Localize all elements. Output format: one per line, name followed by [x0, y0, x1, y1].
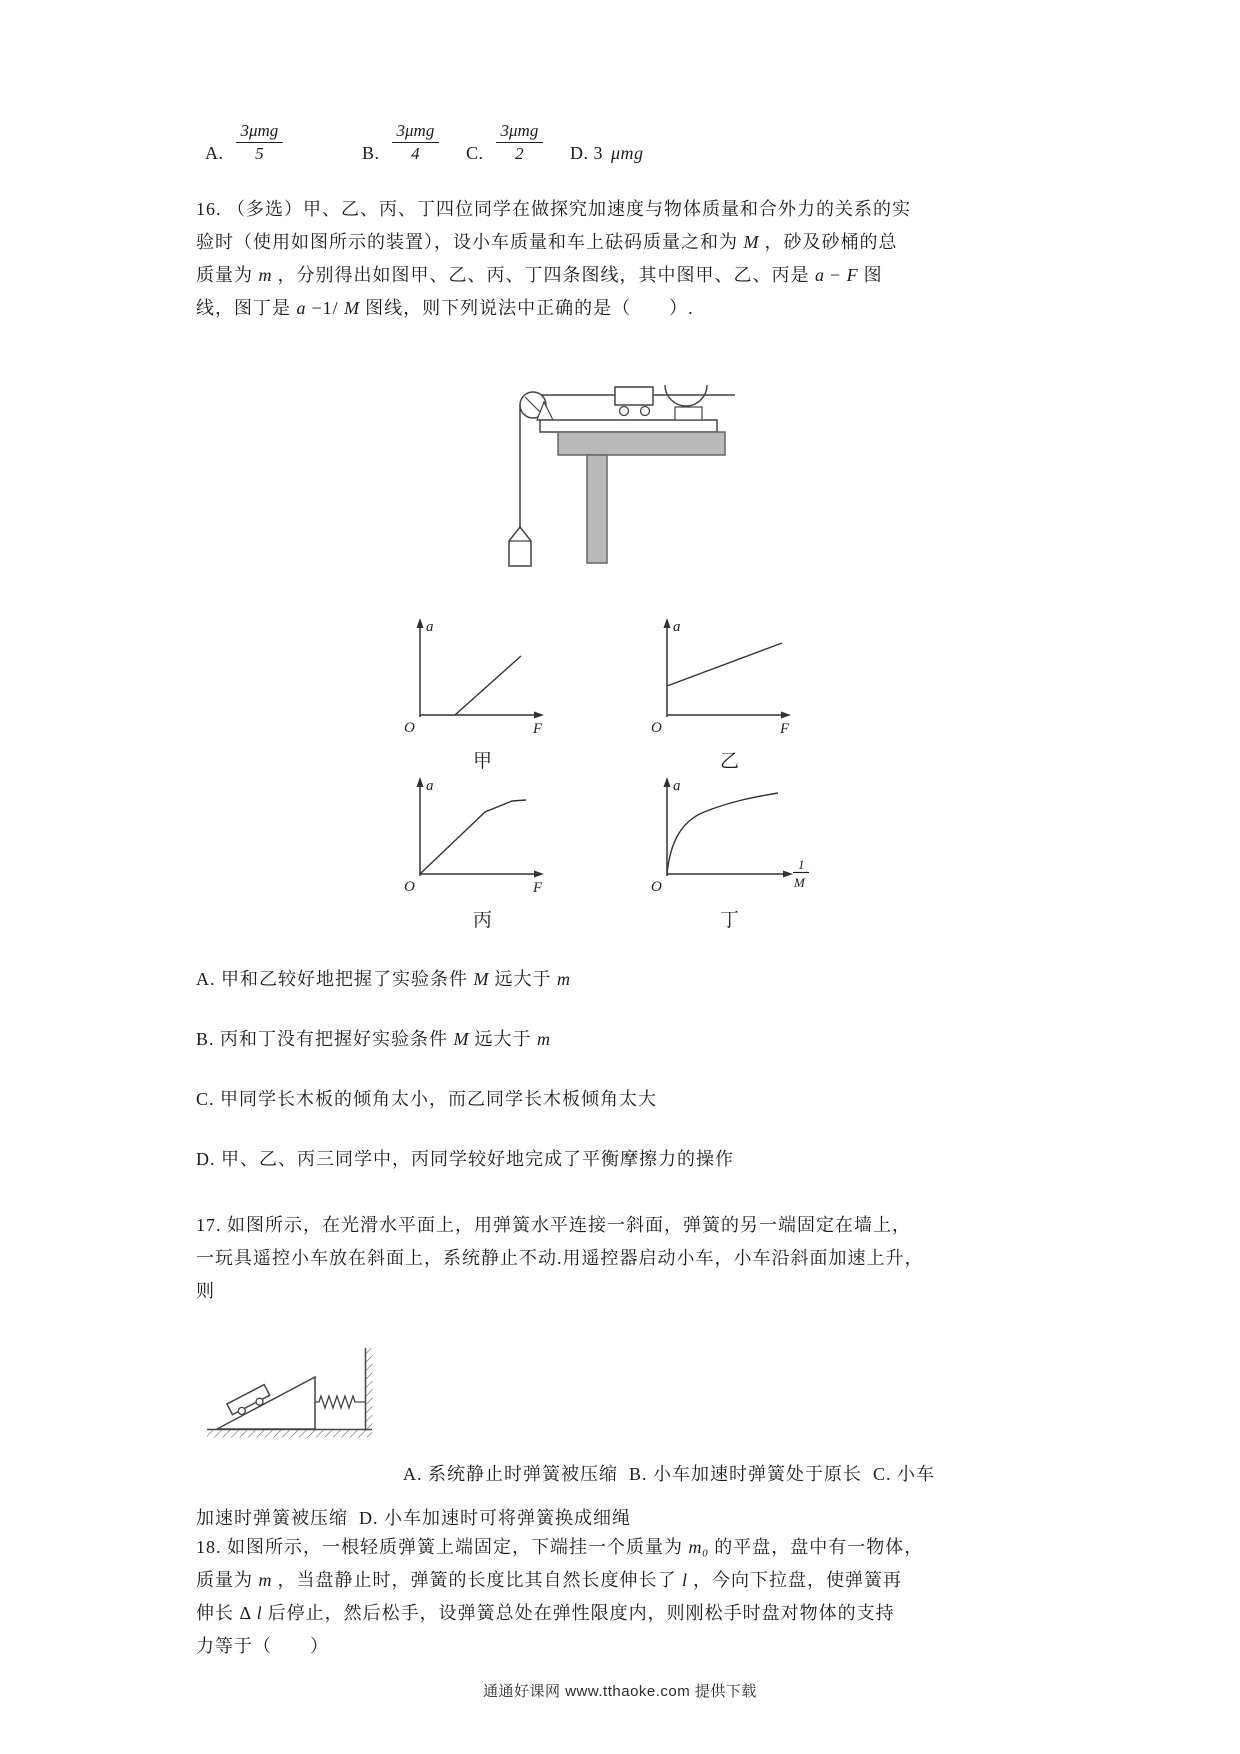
origin-label: O	[404, 879, 415, 895]
graph-ding-plot	[642, 774, 837, 904]
q16-options	[196, 963, 734, 1203]
q16-stem-line-3: 质量为 m ，分别得出如图甲、乙、丙、丁四条图线，其中图甲、乙、丙是 a − F 图	[196, 265, 883, 285]
y-axis-arrow	[417, 618, 424, 628]
q17-stem-line-3: 则	[196, 1281, 215, 1301]
q17-options-d: 加速时弹簧被压缩 D. 小车加速时可将弹簧换成细绳	[196, 1508, 631, 1528]
data-line	[455, 656, 521, 715]
graph-bing-plot	[395, 774, 590, 904]
q18-stem-line-3: 伸长 Δ l 后停止，然后松手，设弹簧总处在弹性限度内，则刚松手时盘对物体的支持	[196, 1603, 895, 1623]
ground-hatching	[207, 1430, 372, 1438]
q16-stem	[196, 193, 911, 325]
graph-yi-caption: 乙	[719, 751, 739, 772]
data-line	[420, 800, 526, 874]
bowl-block	[675, 407, 702, 420]
table-leg	[587, 455, 607, 563]
hanging-bucket	[509, 527, 531, 566]
cart-wheel	[620, 407, 629, 416]
fraction-denominator: 4	[411, 144, 420, 163]
fraction-numerator: 3μmg	[236, 120, 284, 143]
graph-jia-plot	[395, 615, 590, 745]
q15-option-d	[570, 142, 644, 164]
cart-wheel	[641, 407, 650, 416]
fraction	[392, 120, 440, 164]
y-axis-arrow	[417, 777, 424, 787]
q15-option-b	[362, 120, 439, 164]
x-axis-arrow	[534, 712, 544, 719]
data-line	[667, 643, 782, 686]
q18-stem-line-4: 力等于（ ）	[196, 1636, 329, 1656]
q16-option-c: C. 甲同学长木板的倾角太小，而乙同学长木板倾角太大	[196, 1089, 658, 1109]
experiment-apparatus-figure	[503, 375, 748, 575]
fraction-numerator: 3μmg	[392, 120, 440, 143]
q15-option-a	[205, 120, 283, 164]
fraction-numerator: 3μmg	[496, 120, 544, 143]
graph-bing	[395, 774, 590, 933]
option-label: B.	[362, 143, 380, 163]
y-axis-label: a	[426, 778, 434, 794]
fraction-denominator: 2	[515, 144, 524, 163]
graph-ding-caption: 丁	[719, 910, 739, 931]
incline-figure	[195, 1346, 380, 1441]
q16-option-a: A. 甲和乙较好地把握了实验条件 M 远大于 m	[196, 969, 571, 989]
option-label: A.	[205, 143, 224, 163]
y-axis-label: a	[673, 778, 681, 794]
data-curve	[667, 793, 778, 874]
q16-stem-line-4: 线，图丁是 a −1/ M 图线，则下列说法中正确的是（ ）.	[196, 298, 694, 318]
q16-option-b: B. 丙和丁没有把握好实验条件 M 远大于 m	[196, 1029, 551, 1049]
table-top	[558, 432, 725, 455]
origin-label: O	[651, 879, 662, 895]
q18-stem-line-2: 质量为 m ，当盘静止时，弹簧的长度比其自然长度伸长了 l ，今向下拉盘，使弹簧再	[196, 1570, 903, 1590]
graph-jia	[395, 615, 590, 774]
x-axis-fraction-numerator: 1	[798, 857, 805, 872]
x-axis-label: F	[533, 880, 543, 896]
y-axis-label: a	[426, 619, 434, 635]
q17-stem	[196, 1209, 924, 1308]
x-axis-fraction-denominator: M	[794, 875, 805, 890]
graph-jia-caption: 甲	[472, 751, 492, 772]
y-axis-arrow	[664, 618, 671, 628]
q17-stem-line-2: 一玩具遥控小车放在斜面上，系统静止不动.用遥控器启动小车，小车沿斜面加速上升，	[196, 1248, 924, 1268]
q16-stem-line-2: 验时（使用如图所示的装置），设小车质量和车上砝码质量之和为 M ，砂及砂桶的总	[196, 232, 898, 252]
origin-label: O	[404, 720, 415, 736]
q17-stem-line-1: 17. 如图所示，在光滑水平面上，用弹簧水平连接一斜面，弹簧的另一端固定在墙上，	[196, 1215, 911, 1235]
graph-yi-plot	[642, 615, 837, 745]
q16-option-d: D. 甲、乙、丙三同学中，丙同学较好地完成了平衡摩擦力的操作	[196, 1149, 734, 1169]
q15-option-c	[466, 120, 543, 164]
q17-options-abc: A. 系统静止时弹簧被压缩 B. 小车加速时弹簧处于原长 C. 小车	[403, 1464, 936, 1484]
q17-options-line-1	[403, 1458, 935, 1491]
x-axis-arrow	[534, 871, 544, 878]
option-label: D. 3	[570, 143, 603, 163]
q18-stem	[196, 1531, 923, 1663]
graph-ding	[642, 774, 837, 933]
fraction-denominator: 5	[255, 144, 264, 163]
q18-stem-line-1: 18. 如图所示，一根轻质弹簧上端固定，下端挂一个质量为 m₀ 的平盘，盘中有一物体，	[196, 1537, 924, 1557]
origin-label: O	[651, 720, 662, 736]
fraction	[496, 120, 544, 164]
plank	[540, 420, 717, 432]
spring	[315, 1396, 365, 1408]
wall-hatching	[366, 1348, 373, 1429]
option-d-variable: μmg	[611, 143, 644, 163]
x-axis-label: F	[533, 721, 543, 737]
y-axis-label: a	[673, 619, 681, 635]
cart-body	[615, 387, 653, 405]
graph-bing-caption: 丙	[472, 910, 492, 931]
y-axis-arrow	[664, 777, 671, 787]
option-label: C.	[466, 143, 484, 163]
fraction	[236, 120, 284, 164]
graph-yi	[642, 615, 837, 774]
x-axis-arrow	[781, 712, 791, 719]
x-axis-label: F	[780, 721, 790, 737]
q16-stem-line-1: 16. （多选）甲、乙、丙、丁四位同学在做探究加速度与物体质量和合外力的关系的实	[196, 199, 911, 219]
graphs-grid	[395, 615, 837, 933]
footer-watermark: 通通好课网 www.tthaoke.com 提供下载	[483, 1683, 757, 1700]
x-axis-arrow	[783, 871, 793, 878]
